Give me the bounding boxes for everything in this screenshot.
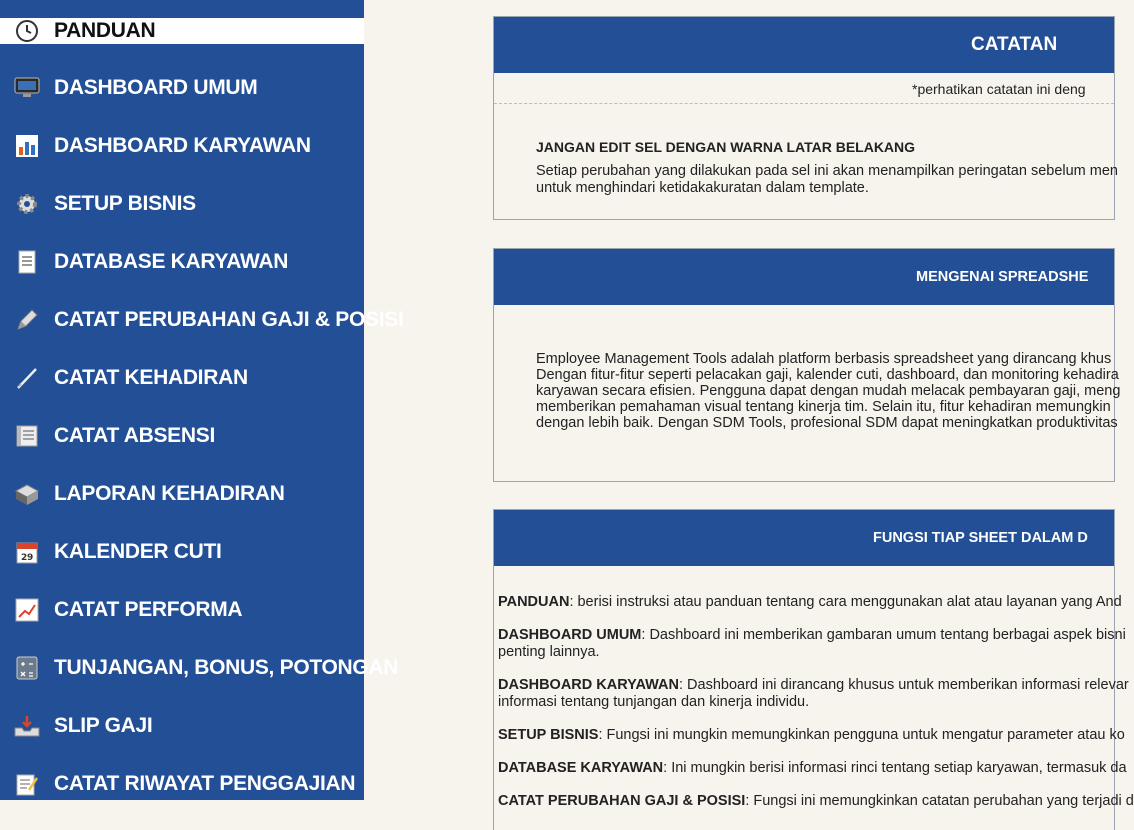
fungsi-desc: : Ini mungkin berisi informasi rinci tentang setiap karyawan, termasuk da: [663, 760, 1127, 776]
mengenai-line: dengan lebih baik. Dengan SDM Tools, profesional SDM dapat meningkatkan produktivitas: [536, 415, 1118, 431]
svg-text:29: 29: [21, 553, 33, 563]
fungsi-item-setup-bisnis: [498, 727, 1125, 743]
fungsi-item-catat-perubahan: [498, 793, 1134, 809]
sidebar-item-catat-absensi[interactable]: [0, 415, 364, 457]
fungsi-title: FUNGSI TIAP SHEET DALAM D: [873, 530, 1088, 546]
sidebar-item-catat-perubahan-gaji-posisi[interactable]: [0, 299, 404, 341]
sidebar-item-label: KALENDER CUTI: [54, 540, 222, 563]
fungsi-header: [494, 510, 1114, 566]
sidebar-item-label: DATABASE KARYAWAN: [54, 250, 289, 273]
fungsi-panel: [493, 509, 1134, 830]
fungsi-item-dashboard-umum: [498, 627, 1126, 643]
sidebar-item-dashboard-karyawan[interactable]: [0, 125, 364, 167]
sidebar-item-laporan-kehadiran[interactable]: [0, 473, 364, 515]
fungsi-term: DATABASE KARYAWAN: [498, 760, 664, 776]
sidebar-item-label: CATAT KEHADIRAN: [54, 366, 248, 389]
calculator-icon: [14, 655, 40, 681]
fungsi-desc-cont: penting lainnya.: [498, 644, 600, 660]
sidebar-item-label: DASHBOARD KARYAWAN: [54, 134, 311, 157]
notepad-icon: [14, 423, 40, 449]
fungsi-desc: : berisi instruksi atau panduan tentang cara menggunakan alat atau layanan yang And: [569, 594, 1122, 610]
pencil-icon: [14, 307, 40, 333]
fungsi-desc-cont: informasi tentang tunjangan dan kinerja individu.: [498, 694, 810, 710]
mengenai-panel: [493, 248, 1121, 482]
bar-chart-icon: [14, 133, 40, 159]
sidebar: [0, 0, 404, 800]
sidebar-item-label: SETUP BISNIS: [54, 192, 196, 215]
box-icon: [14, 481, 40, 507]
sidebar-item-label: CATAT ABSENSI: [54, 424, 215, 447]
sidebar-item-tunjangan-bonus-potongan[interactable]: [0, 647, 399, 689]
fungsi-term: DASHBOARD KARYAWAN: [498, 677, 679, 693]
mengenai-title: MENGENAI SPREADSHE: [916, 269, 1089, 285]
sidebar-item-label: DASHBOARD UMUM: [54, 76, 258, 99]
mengenai-line: karyawan secara efisien. Pengguna dapat dengan mudah melacak pembayaran gaji, meng: [536, 383, 1121, 399]
sidebar-item-label: LAPORAN KEHADIRAN: [54, 482, 285, 505]
sidebar-item-slip-gaji[interactable]: [0, 705, 364, 747]
warning-text-line: untuk menghindari ketidakakuratan dalam template.: [536, 180, 869, 196]
sidebar-item-catat-performa[interactable]: [0, 589, 364, 631]
sidebar-item-catat-kehadiran[interactable]: [0, 357, 364, 399]
sidebar-item-setup-bisnis[interactable]: [0, 183, 364, 225]
sidebar-item-dashboard-umum[interactable]: [0, 67, 364, 109]
fungsi-item-dashboard-karyawan: [498, 677, 1129, 693]
sidebar-top-bar: [0, 0, 364, 14]
mengenai-line: memberikan pemahaman visual tentang kinerja tim. Selain itu, fitur kehadiran memungkin: [536, 399, 1111, 415]
warning-text-line: Setiap perubahan yang dilakukan pada sel ini akan menampilkan peringatan sebelum men: [536, 163, 1118, 179]
document-icon: [14, 249, 40, 275]
sidebar-item-label: CATAT PERFORMA: [54, 598, 243, 621]
catatan-note: *perhatikan catatan ini deng: [912, 81, 1086, 97]
fungsi-term: CATAT PERUBAHAN GAJI & POSISI: [498, 793, 746, 809]
calendar-icon: [14, 539, 40, 565]
catatan-title: CATATAN: [971, 34, 1058, 55]
mengenai-header: [494, 249, 1114, 305]
sidebar-item-label: CATAT PERUBAHAN GAJI & POSISI: [54, 308, 404, 331]
fungsi-term: DASHBOARD UMUM: [498, 627, 642, 643]
pen-icon: [14, 365, 40, 391]
mengenai-line: Dengan fitur-fitur seperti pelacakan gaji, kalender cuti, dashboard, dan monitoring kehadira: [536, 367, 1119, 383]
sidebar-item-panduan[interactable]: [0, 18, 364, 44]
fungsi-term: SETUP BISNIS: [498, 727, 599, 743]
fungsi-desc: : Dashboard ini memberikan gambaran umum tentang berbagai aspek bisni: [641, 627, 1126, 643]
sidebar-item-label: TUNJANGAN, BONUS, POTONGAN: [54, 656, 399, 679]
monitor-icon: [14, 75, 40, 101]
fungsi-desc: : Fungsi ini memungkinkan catatan perubahan yang terjadi d: [745, 793, 1134, 809]
fungsi-item-panduan: [498, 594, 1122, 610]
catatan-panel: [493, 16, 1118, 220]
memo-icon: [14, 771, 40, 797]
clock-icon: [14, 18, 40, 44]
sidebar-item-kalender-cuti[interactable]: [0, 531, 364, 573]
sidebar-item-catat-riwayat-penggajian[interactable]: [0, 763, 364, 805]
catatan-header: [494, 17, 1114, 73]
sidebar-item-database-karyawan[interactable]: [0, 241, 364, 283]
divider: [494, 103, 1114, 104]
mengenai-line: Employee Management Tools adalah platform berbasis spreadsheet yang dirancang khus: [536, 351, 1112, 367]
line-chart-icon: [14, 597, 40, 623]
warning-title: JANGAN EDIT SEL DENGAN WARNA LATAR BELAKANG: [536, 139, 916, 155]
sidebar-item-label: PANDUAN: [54, 19, 156, 42]
gear-icon: [14, 191, 40, 217]
fungsi-desc: : Dashboard ini dirancang khusus untuk memberikan informasi relevar: [679, 677, 1129, 693]
fungsi-item-database-karyawan: [498, 760, 1127, 776]
sidebar-item-label: CATAT RIWAYAT PENGGAJIAN: [54, 772, 356, 795]
inbox-tray-icon: [14, 713, 40, 739]
sidebar-item-label: SLIP GAJI: [54, 714, 153, 737]
fungsi-term: PANDUAN: [498, 594, 570, 610]
fungsi-desc: : Fungsi ini mungkin memungkinkan pengguna untuk mengatur parameter atau ko: [598, 727, 1125, 743]
